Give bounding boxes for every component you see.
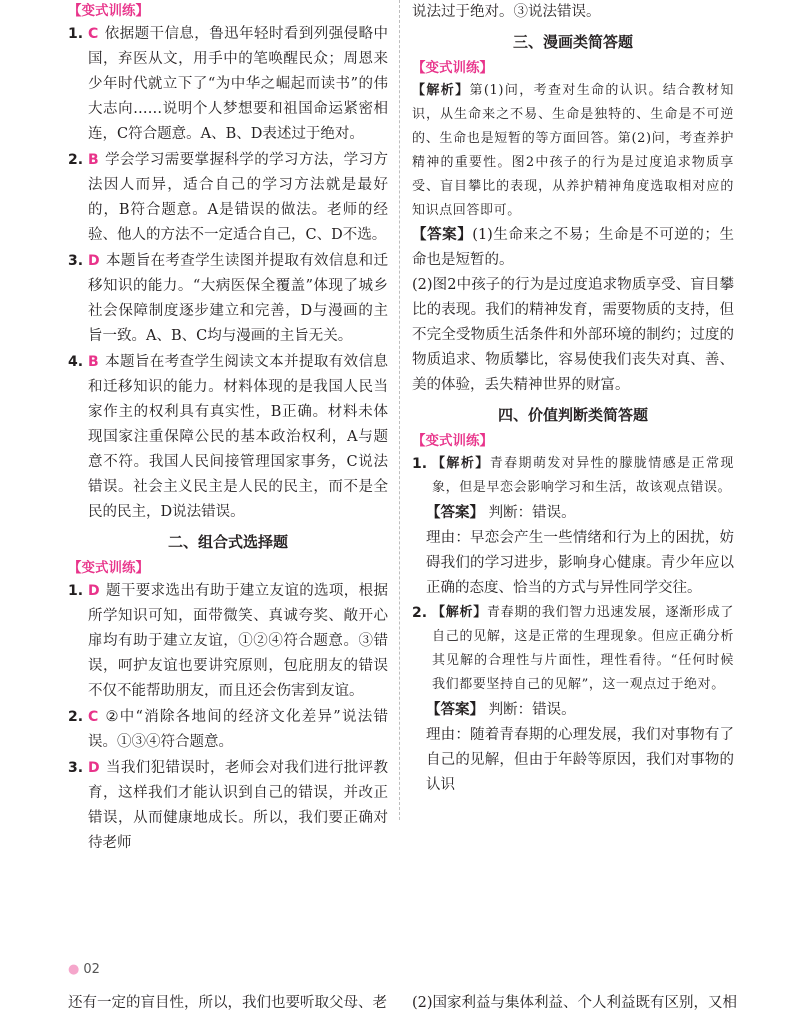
reason-text: 理由：随着青春期的心理发展，我们对事物有了自己的见解，但由于年龄等原因，我们对事物的认识 bbox=[426, 727, 734, 793]
answer-explanation bbox=[88, 22, 388, 147]
question-number: 2. bbox=[412, 605, 428, 621]
question-number: 3. bbox=[68, 253, 84, 269]
page-number-text: 02 bbox=[83, 962, 100, 977]
analysis-text: 青春期的我们智力迅速发展，逐渐形成了自己的见解，这是正常的生理现象。但应正确分析其见解的合理性与片面性，理性看待。“任何时候我们都要坚持自己的见解”，这一观点过于绝对。 bbox=[432, 605, 734, 692]
answer-text: 判断：错误。 bbox=[488, 505, 576, 521]
explanation-text: 当我们犯错误时，老师会对我们进行批评教育，这样我们才能认识到自己的错误，并改正错误，从而健康地成长。所以，我们要正确对待老师 bbox=[88, 760, 388, 851]
question-number: 2. bbox=[68, 152, 84, 168]
question-number: 4. bbox=[68, 354, 84, 370]
choice-answers-list bbox=[68, 22, 388, 525]
analysis-text: 青春期萌发对异性的朦胧情感是正常现象，但是早恋会影响学习和生活，故该观点错误。 bbox=[432, 456, 735, 495]
answer-explanation bbox=[88, 579, 388, 704]
answer-label: 【答案】 bbox=[426, 702, 484, 718]
explanation-text: 依据题干信息，鲁迅年轻时看到列强侵略中国，弃医从文，用手中的笔唤醒民众；周恩来少年时代就立下了“为中华之崛起而读书”的伟大志向……说明个人梦想要和祖国命运紧密相连，C符合题意。A、B、D表述过于绝对。 bbox=[88, 26, 388, 142]
answer-letter: D bbox=[88, 760, 100, 776]
analysis-block bbox=[432, 601, 734, 697]
answer-text-2: (2)图2中孩子的行为是过度追求物质享受、盲目攀比的表现。我们的精神发育，需要物质的支持，但不完全受物质生活条件和外部环境的制约；过度的物质追求、物质攀比，容易使我们丧失对真、善、美的体验，丢失精神世界的财富。 bbox=[412, 277, 734, 393]
answer-letter: B bbox=[88, 152, 99, 168]
explanation-text: 题干要求选出有助于建立友谊的选项，根据所学知识可知，面带微笑、真诚夸奖、敞开心扉均有助于建立友谊，①②④符合题意。③错误，呵护友谊也要讲究原则，包庇朋友的错误不仅不能帮助朋友，而且还会伤害到友谊。 bbox=[88, 583, 388, 699]
analysis-block bbox=[432, 452, 734, 500]
analysis-label: 【解析】 bbox=[432, 605, 487, 620]
right-column bbox=[412, 0, 734, 798]
column-divider bbox=[399, 0, 400, 820]
answer-explanation bbox=[88, 756, 388, 856]
answer-item bbox=[68, 148, 388, 248]
next-page-right-text: (2)国家利益与集体利益、个人利益既有区别，又相 bbox=[412, 995, 738, 1011]
answer-letter: C bbox=[88, 709, 99, 725]
answer-item bbox=[68, 350, 388, 525]
answer-text: (1)生命来之不易；生命是不可逆的；生命也是短暂的。 bbox=[412, 227, 734, 268]
answer-item bbox=[68, 705, 388, 755]
answer-explanation bbox=[88, 249, 388, 349]
page-number bbox=[68, 962, 100, 977]
next-page-left-text: 还有一定的盲目性，所以，我们也要听取父母、老 bbox=[68, 995, 387, 1011]
question-item bbox=[412, 452, 734, 500]
answer-explanation bbox=[88, 148, 388, 248]
reason-text: 理由：早恋会产生一些情绪和行为上的困扰，妨碍我们的学习进步，影响身心健康。青少年应以正确的态度、恰当的方式与异性同学交往。 bbox=[426, 530, 734, 596]
question-number: 1. bbox=[68, 26, 84, 42]
answer-block bbox=[412, 223, 734, 273]
answer-label: 【答案】 bbox=[426, 505, 484, 521]
section-tag: 【变式训练】 bbox=[68, 3, 149, 19]
analysis-label: 【解析】 bbox=[412, 83, 470, 98]
question-number: 2. bbox=[68, 709, 84, 725]
answer-letter: C bbox=[88, 26, 99, 42]
answer-item bbox=[68, 579, 388, 704]
question-number: 1. bbox=[412, 456, 428, 472]
answer-label: 【答案】 bbox=[412, 227, 473, 243]
explanation-text: 本题旨在考查学生读图并提取有效信息和迁移知识的能力。“大病医保全覆盖”体现了城乡社会保障制度逐步建立和完善，D与漫画的主旨一致。A、B、C均与漫画的主旨无关。 bbox=[88, 253, 388, 344]
section-heading: 四、价值判断类简答题 bbox=[497, 406, 648, 424]
answer-item bbox=[68, 756, 388, 856]
answer-explanation bbox=[88, 705, 388, 755]
answer-item bbox=[68, 249, 388, 349]
analysis-label: 【解析】 bbox=[432, 456, 490, 471]
question-number: 1. bbox=[68, 583, 84, 599]
analysis-block bbox=[412, 79, 734, 223]
question-item bbox=[412, 601, 734, 697]
bullet-dot-icon: ● bbox=[68, 962, 80, 977]
explanation-text: 学会学习需要掌握科学的学习方法，学习方法因人而异，适合自己的学习方法就是最好的，B符合题意。A是错误的做法。老师的经验、他人的方法不一定适合自己，C、D不选。 bbox=[88, 152, 388, 243]
section-heading: 三、漫画类简答题 bbox=[512, 33, 633, 51]
answer-block bbox=[412, 698, 734, 723]
answer-letter: D bbox=[88, 583, 100, 599]
explanation-text: ②中“消除各地间的经济文化差异”说法错误。①③④符合题意。 bbox=[88, 709, 388, 750]
answer-letter: D bbox=[88, 253, 100, 269]
answer-text: 判断：错误。 bbox=[488, 702, 576, 718]
answer-letter: B bbox=[88, 354, 99, 370]
explanation-text: 本题旨在考查学生阅读文本并提取有效信息和迁移知识的能力。材料体现的是我国人民当家作主的权利具有真实性，B正确。材料未体现国家注重保障公民的基本政治权利，A与题意不符。我国人民间接管理国家事务，C说法错误。社会主义民主是人民的民主，而不是全民的民主，D说法错误。 bbox=[88, 354, 388, 520]
analysis-text: 第(1)问，考查对生命的认识。结合教材知识，从生命来之不易、生命是独特的、生命是不可逆的、生命也是短暂的等方面回答。第(2)问，考查养护精神的重要性。图2中孩子的行为是过度追求物质享受、盲目攀比的表现，从养护精神角度选取相对应的知识点回答即可。 bbox=[412, 83, 734, 218]
continued-text: 说法过于绝对。③说法错误。 bbox=[412, 4, 601, 20]
answer-item bbox=[68, 22, 388, 147]
answer-block bbox=[412, 501, 734, 526]
section-tag: 【变式训练】 bbox=[412, 60, 493, 76]
question-number: 3. bbox=[68, 760, 84, 776]
section-tag: 【变式训练】 bbox=[412, 433, 493, 449]
section-tag: 【变式训练】 bbox=[68, 560, 149, 576]
answer-explanation bbox=[88, 350, 388, 525]
section-heading: 二、组合式选择题 bbox=[167, 533, 288, 551]
left-column bbox=[68, 0, 388, 857]
combo-answers-list bbox=[68, 579, 388, 856]
